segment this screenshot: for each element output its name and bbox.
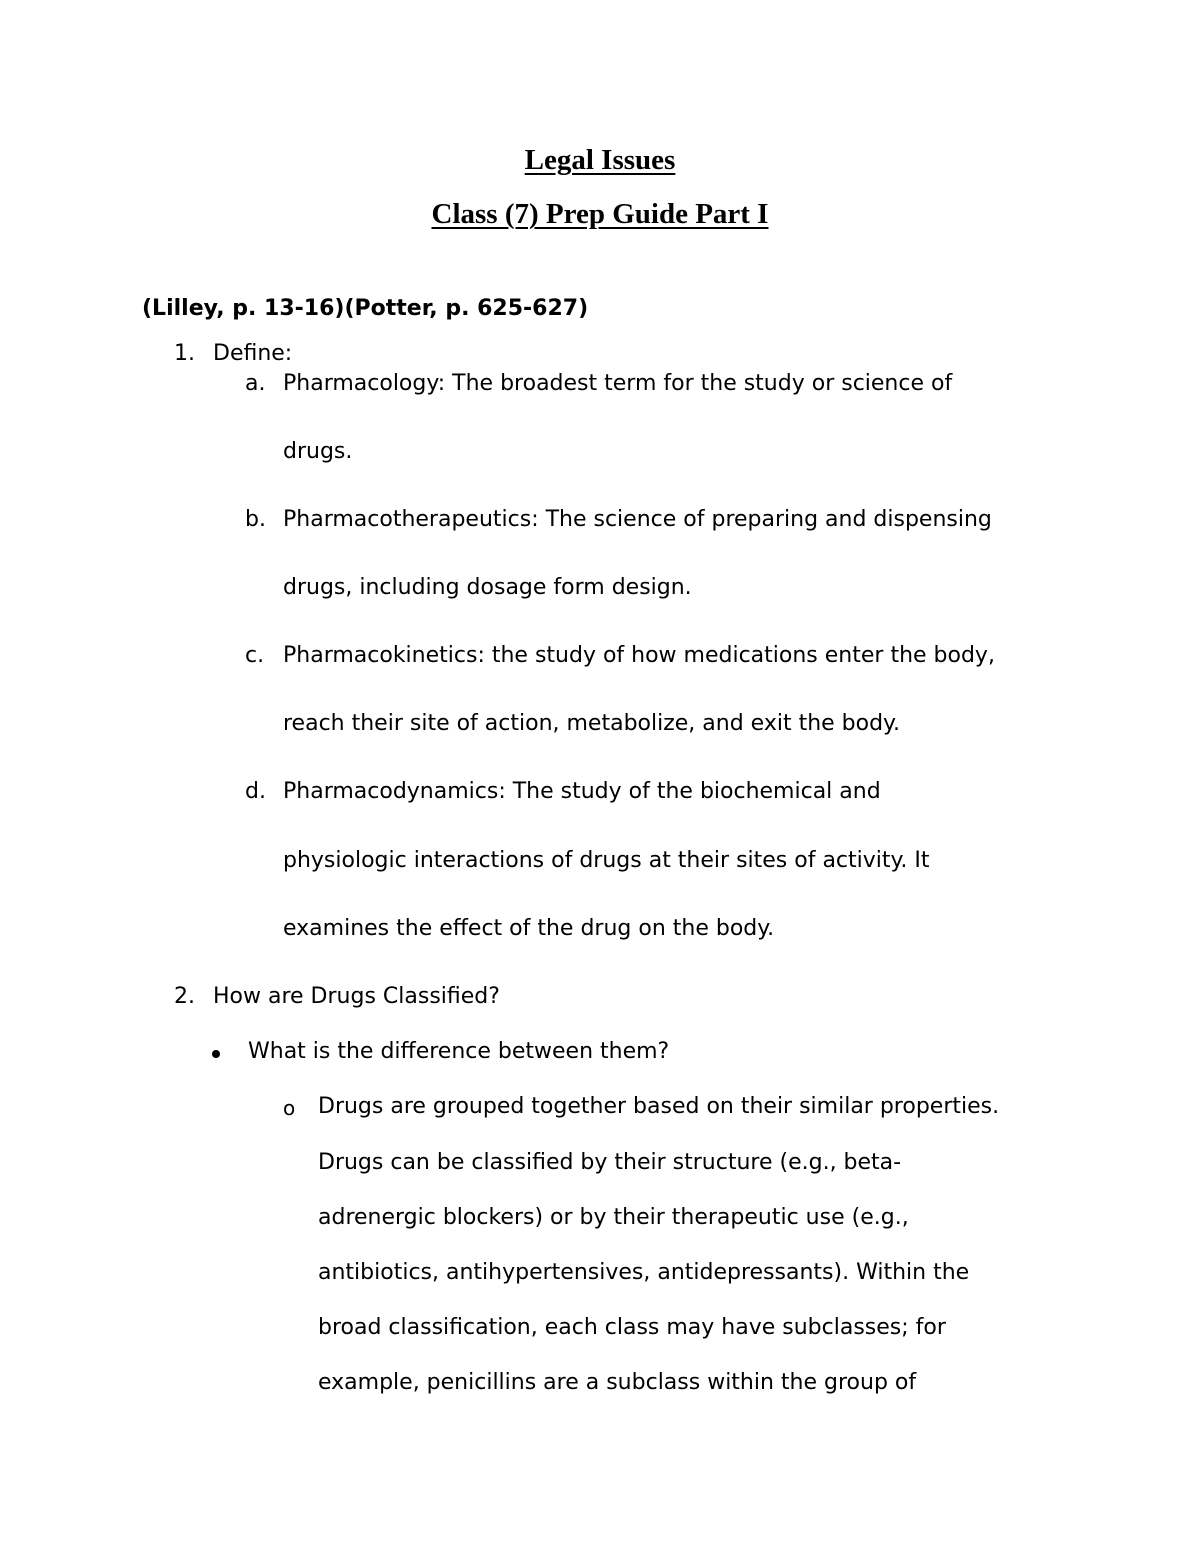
item-d-marker: d. [245,779,266,804]
item-d-line-2: physiologic interactions of drugs at their sites of activity. It [283,848,930,873]
item-a-line-2: drugs. [283,439,353,464]
item-b-marker: b. [245,507,266,532]
sub-line-3: adrenergic blockers) or by their therapeutic use (e.g., [318,1205,909,1230]
circle-bullet-icon: o [283,1096,296,1120]
item-b-line-2: drugs, including dosage form design. [283,575,692,600]
sub-line-2: Drugs can be classified by their structure (e.g., beta- [318,1150,902,1175]
item-c-line-1: Pharmacokinetics: the study of how medications enter the body, [283,643,995,668]
item-a-line-1: Pharmacology: The broadest term for the study or science of [283,371,953,396]
sub-line-5: broad classification, each class may have subclasses; for [318,1315,946,1340]
section2-heading: How are Drugs Classified? [213,984,500,1009]
item-d-line-3: examines the effect of the drug on the body. [283,916,775,941]
bullet-dot-icon [212,1050,220,1058]
references-line: (Lilley, p. 13-16)(Potter, p. 625-627) [142,296,589,321]
section2-number: 2. [174,984,195,1009]
item-c-marker: c. [245,643,265,668]
item-b-line-1: Pharmacotherapeutics: The science of preparing and dispensing [283,507,992,532]
sub-line-1: Drugs are grouped together based on their similar properties. [318,1094,1000,1119]
item-d-line-1: Pharmacodynamics: The study of the biochemical and [283,779,881,804]
document-title: Legal Issues [524,144,676,176]
section1-heading: Define: [213,341,293,366]
item-c-line-2: reach their site of action, metabolize, and exit the body. [283,711,900,736]
sub-line-6: example, penicillins are a subclass within the group of [318,1370,917,1395]
sub-line-4: antibiotics, antihypertensives, antidepressants). Within the [318,1260,970,1285]
section2-bullet: What is the difference between them? [248,1039,670,1064]
section1-number: 1. [174,341,195,366]
document-subtitle: Class (7) Prep Guide Part I [431,198,769,230]
item-a-marker: a. [245,371,266,396]
